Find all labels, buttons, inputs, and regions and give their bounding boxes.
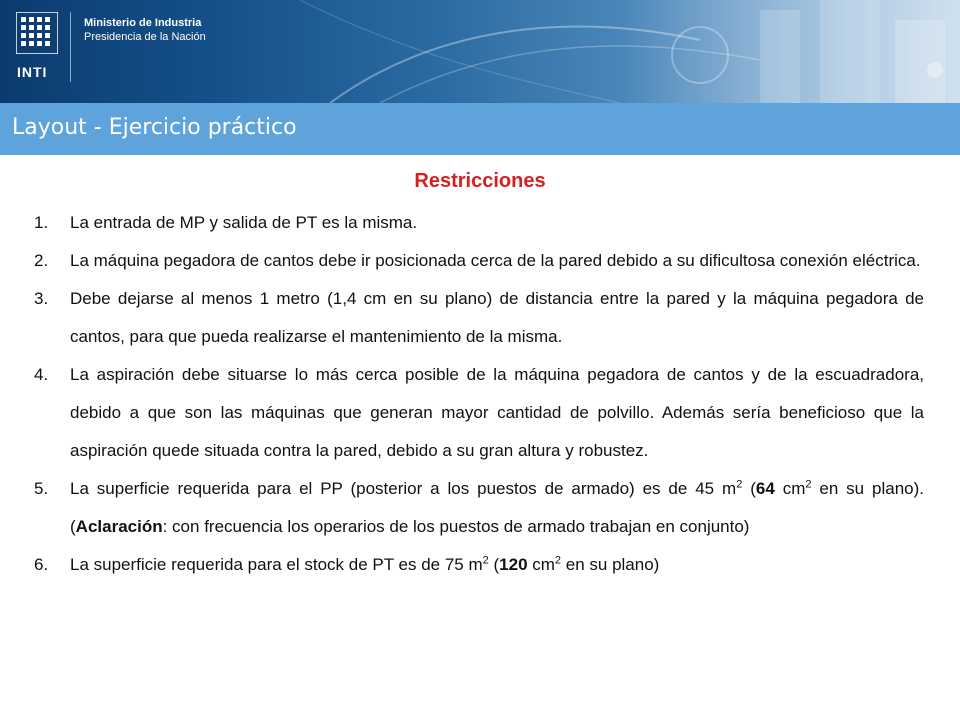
bold-text: 120 bbox=[499, 555, 528, 574]
list-item-number: 4. bbox=[34, 365, 49, 384]
text-run: cm bbox=[774, 479, 806, 498]
section-subtitle: Restricciones bbox=[414, 170, 546, 192]
list-item bbox=[34, 280, 924, 356]
text-run: : con frecuencia los operarios de los puestos de armado trabajan en conjunto) bbox=[162, 517, 750, 536]
list-item-number: 2. bbox=[34, 251, 49, 270]
list-item bbox=[34, 204, 924, 242]
text-run: La aspiración debe situarse lo más cerca posible de la máquina pegadora de cantos y de la escuadradora, debido a que son las máquinas que generan mayor cantidad de polvillo. Además sería beneficioso que la aspiración quede situada contra la pared, debido a su gran altura y robustez. bbox=[70, 365, 924, 460]
text-run: cm bbox=[527, 555, 555, 574]
bold-text: Aclaración bbox=[75, 517, 163, 536]
text-run: ( bbox=[742, 479, 756, 498]
ministry-line-2: Presidencia de la Nación bbox=[84, 31, 206, 43]
text-run: ( bbox=[488, 555, 500, 574]
list-item-text bbox=[70, 356, 924, 470]
list-item-number: 3. bbox=[34, 289, 49, 308]
bold-text: 64 bbox=[755, 479, 775, 498]
restrictions-list bbox=[34, 204, 924, 584]
slide-title: Layout - Ejercicio práctico bbox=[12, 115, 297, 140]
list-item bbox=[34, 470, 924, 546]
list-item-number: 6. bbox=[34, 555, 49, 574]
list-item bbox=[34, 242, 924, 280]
text-run: en su plano). ( bbox=[70, 479, 925, 536]
list-item-number: 5. bbox=[34, 479, 49, 498]
superscript: 2 bbox=[805, 478, 812, 491]
header-divider bbox=[70, 12, 71, 82]
text-run: La superficie requerida para el PP (posterior a los puestos de armado) es de 45 m bbox=[70, 479, 737, 498]
superscript: 2 bbox=[736, 478, 743, 491]
header-banner bbox=[0, 0, 960, 103]
text-run: La superficie requerida para el stock de PT es de 75 m bbox=[70, 555, 483, 574]
inti-logo-icon bbox=[16, 12, 58, 54]
text-run: en su plano) bbox=[561, 555, 660, 574]
text-run: La entrada de MP y salida de PT es la misma. bbox=[70, 213, 418, 232]
list-item-text bbox=[70, 546, 924, 584]
list-item bbox=[34, 356, 924, 470]
superscript: 2 bbox=[482, 554, 489, 567]
title-bar bbox=[0, 103, 960, 155]
list-item bbox=[34, 546, 924, 584]
text-run: La máquina pegadora de cantos debe ir posicionada cerca de la pared debido a su dificultosa conexión eléctrica. bbox=[70, 251, 921, 270]
list-item-text bbox=[70, 204, 924, 242]
text-run: Debe dejarse al menos 1 metro (1,4 cm en su plano) de distancia entre la pared y la máquina pegadora de cantos, para que pueda realizarse el mantenimiento de la misma. bbox=[70, 289, 924, 346]
list-item-text bbox=[70, 280, 924, 356]
ministry-line-1: Ministerio de Industria bbox=[84, 17, 202, 29]
list-item-text bbox=[70, 242, 924, 280]
ministry-label bbox=[84, 16, 206, 44]
list-item-text bbox=[70, 470, 924, 546]
logo-text: INTI bbox=[17, 64, 48, 80]
list-item-number: 1. bbox=[34, 213, 49, 232]
superscript: 2 bbox=[554, 554, 562, 567]
